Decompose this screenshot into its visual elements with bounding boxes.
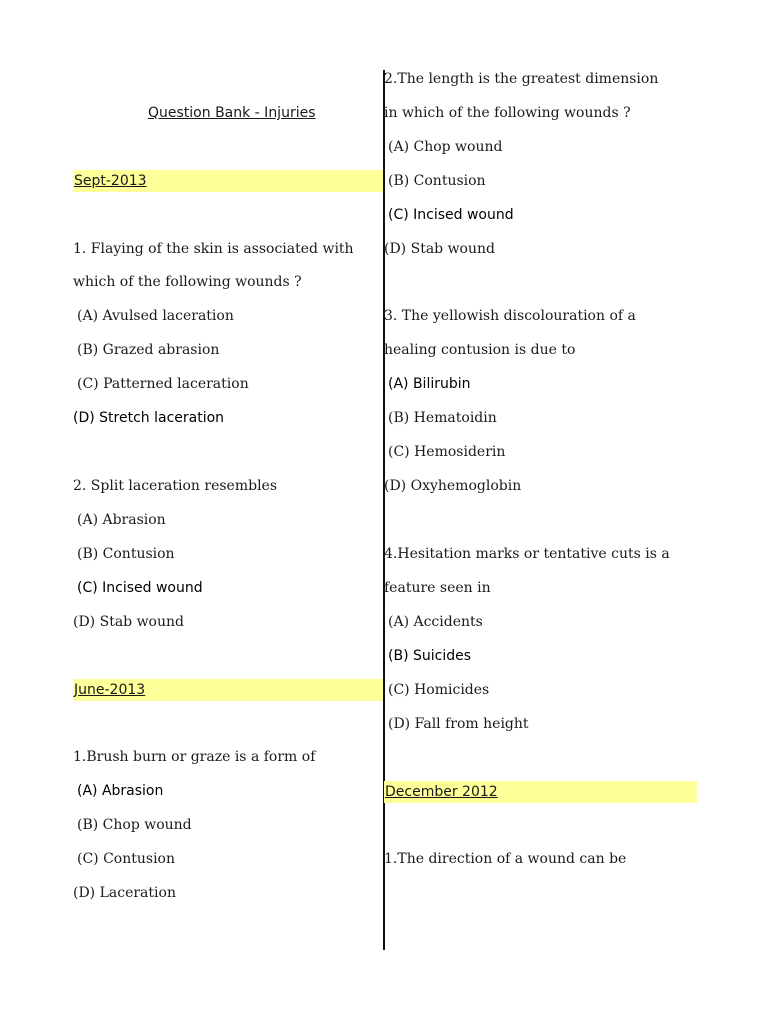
- question-text: feature seen in: [384, 580, 491, 596]
- option-c: (C) Homicides: [388, 682, 490, 698]
- option-b: (B) Hematoidin: [388, 410, 497, 426]
- column-divider: [383, 70, 385, 950]
- question-text: 2. Split laceration resembles: [73, 478, 278, 494]
- question-text: 3. The yellowish discolouration of a: [384, 308, 636, 324]
- section-header-december-2012: December 2012: [384, 781, 697, 803]
- option-c: (C) Hemosiderin: [388, 444, 506, 460]
- option-b: (B) Chop wound: [77, 817, 192, 833]
- option-d-answer: (D) Stretch laceration: [73, 410, 225, 426]
- question-text: 1.The direction of a wound can be: [384, 851, 627, 867]
- option-b-answer: (B) Suicides: [388, 648, 472, 664]
- option-d: (D) Stab wound: [73, 614, 184, 630]
- page-title: Question Bank - Injuries: [148, 105, 316, 121]
- question-text: which of the following wounds ?: [73, 274, 302, 290]
- option-a: (A) Chop wound: [388, 139, 503, 155]
- section-header-june-2013: June-2013: [73, 679, 383, 701]
- question-text: 1. Flaying of the skin is associated with: [73, 241, 354, 257]
- option-a-answer: (A) Abrasion: [77, 783, 164, 799]
- option-b: (B) Grazed abrasion: [77, 342, 220, 358]
- option-a: (A) Accidents: [388, 614, 483, 630]
- question-text: healing contusion is due to: [384, 342, 576, 358]
- section-header-sept-2013: Sept-2013: [73, 170, 383, 192]
- option-d: (D) Laceration: [73, 885, 176, 901]
- option-a-answer: (A) Bilirubin: [388, 376, 471, 392]
- option-b: (B) Contusion: [388, 173, 486, 189]
- option-c-answer: (C) Incised wound: [388, 207, 514, 223]
- question-text: in which of the following wounds ?: [384, 105, 631, 121]
- question-text: 2.The length is the greatest dimension: [384, 71, 659, 87]
- option-a: (A) Avulsed laceration: [77, 308, 234, 324]
- question-text: 4.Hesitation marks or tentative cuts is a: [384, 546, 670, 562]
- question-text: 1.Brush burn or graze is a form of: [73, 749, 316, 765]
- option-a: (A) Abrasion: [77, 512, 166, 528]
- option-d: (D) Stab wound: [384, 241, 495, 257]
- option-d: (D) Oxyhemoglobin: [384, 478, 522, 494]
- option-b: (B) Contusion: [77, 546, 175, 562]
- option-c: (C) Patterned laceration: [77, 376, 249, 392]
- option-c: (C) Contusion: [77, 851, 175, 867]
- option-c-answer: (C) Incised wound: [77, 580, 203, 596]
- option-d: (D) Fall from height: [388, 716, 529, 732]
